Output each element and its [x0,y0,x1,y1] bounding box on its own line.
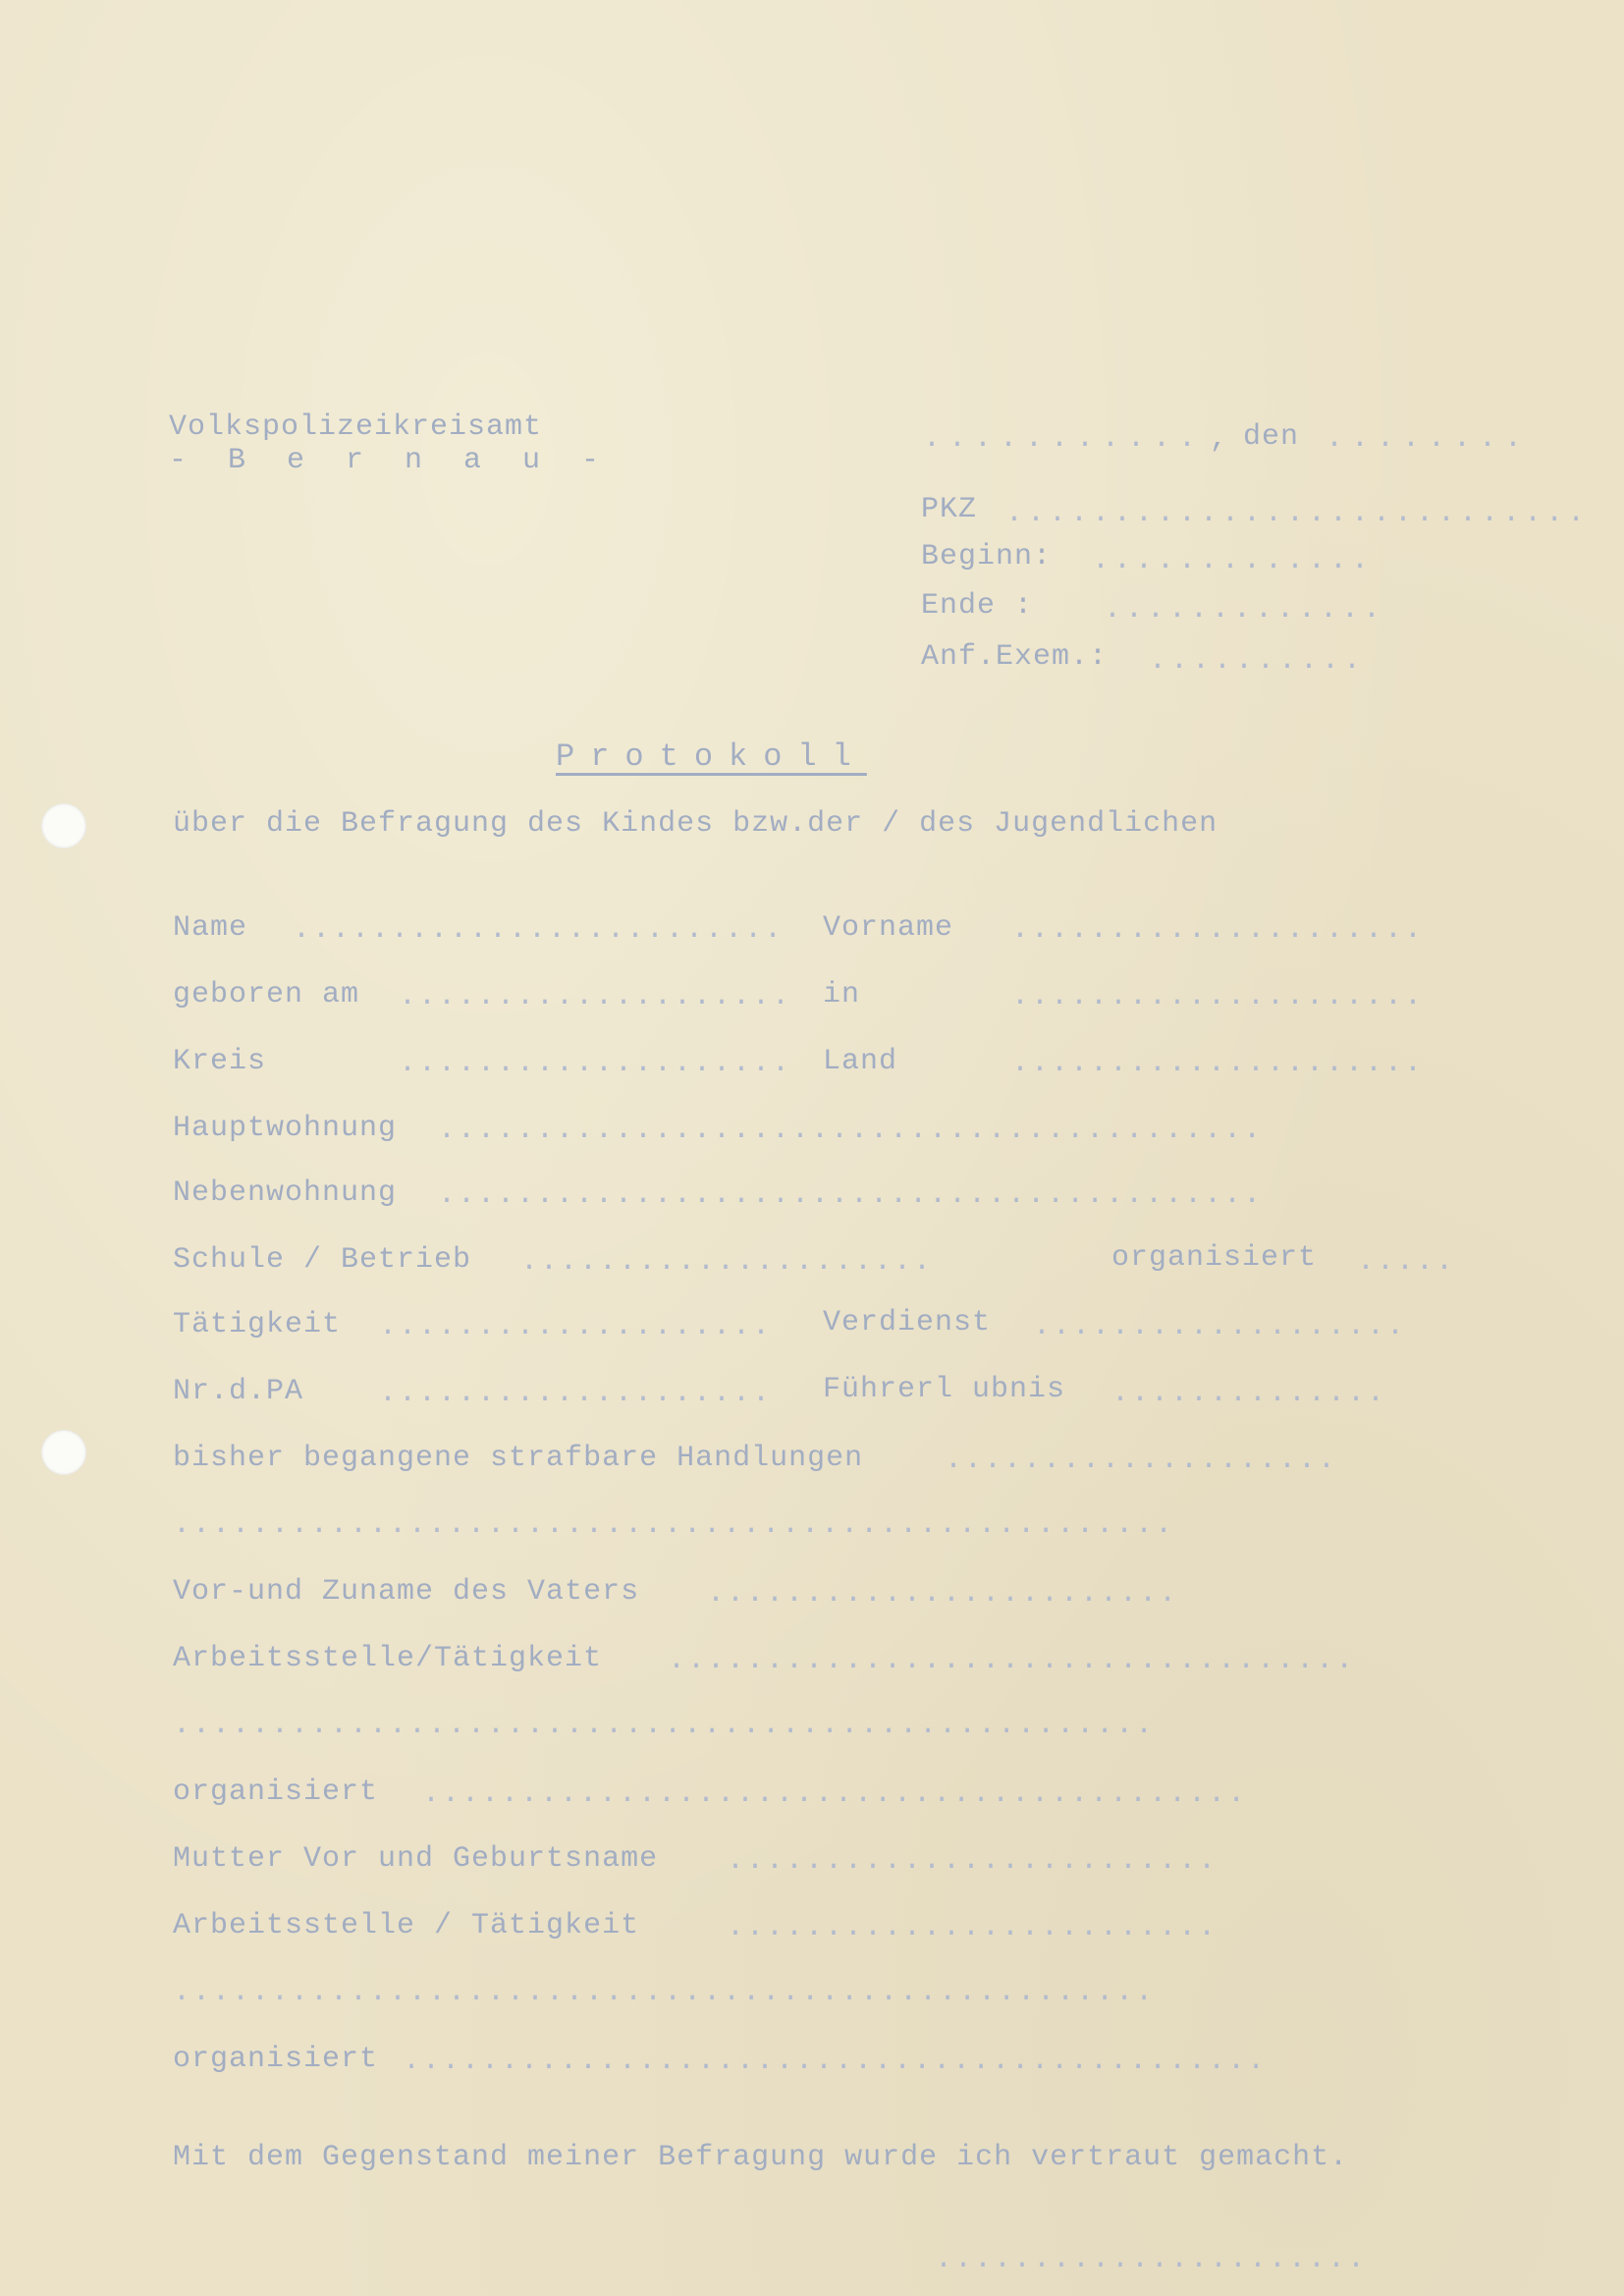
field-verdienst-dots: ................... [1033,1310,1407,1343]
field-arbeitsstelle-mutter-dots: ......................... [727,1911,1218,1944]
date-label: den [1243,420,1300,454]
field-nebenwohnung-label: Nebenwohnung [173,1176,398,1210]
field-vorname-dots: ..................... [1011,913,1425,947]
closing-statement: Mit dem Gegenstand meiner Befragung wurde ich vertraut gemacht. [173,2141,1349,2174]
field-schule-organisiert-dots: ..... [1357,1245,1456,1279]
document-subtitle: über die Befragung des Kindes bzw.der / des Jugendlichen [173,807,1218,841]
ende-dots: ............. [1104,593,1385,627]
field-organisiert-vater-label: organisiert [173,1776,379,1809]
field-name-label: Name [173,911,248,945]
field-vater-label: Vor-und Zuname des Vaters [173,1575,640,1609]
field-organisiert-vater-dots: .......................................... [422,1777,1248,1811]
date-place-dots: ........... [923,422,1205,456]
punch-hole-bottom [41,1430,86,1475]
field-arbeitsstelle-vater-dots: ................................... [668,1644,1356,1677]
field-hauptwohnung-label: Hauptwohnung [173,1112,398,1145]
punch-hole-top [41,803,86,848]
date-dots: ........ [1326,422,1531,456]
date-separator: , [1210,422,1229,456]
beginn-label: Beginn: [921,540,1053,574]
field-organisiert-mutter-dots: ............................................ [403,2045,1268,2078]
field-arbeitsstelle-mutter-dots-line-2: .................................................. [173,1976,1156,2009]
field-kreis-label: Kreis [173,1045,267,1078]
letterhead-line-1: Volkspolizeikreisamt [169,410,543,444]
field-kreis-dots: .................... [399,1047,792,1080]
field-name-dots: ......................... [293,913,785,947]
field-nrpa-dots: .................... [379,1377,773,1410]
field-arbeitsstelle-mutter-label: Arbeitsstelle / Tätigkeit [173,1909,640,1942]
beginn-dots: ............. [1092,544,1374,577]
field-fuehrerlaubnis-label: Führerl ubnis [823,1373,1066,1406]
field-taetigkeit-label: Tätigkeit [173,1308,342,1341]
field-geboren-dots: .................... [399,980,792,1013]
field-geboren-label: geboren am [173,978,360,1011]
field-fuehrerlaubnis-dots: .............. [1111,1377,1387,1410]
field-in-dots: ..................... [1011,980,1425,1013]
field-straftaten-label: bisher begangene strafbare Handlungen [173,1442,864,1475]
field-schule-label: Schule / Betrieb [173,1243,472,1277]
field-nebenwohnung-dots: .......................................... [438,1178,1264,1212]
ende-label: Ende : [921,589,1034,623]
field-arbeitsstelle-vater-label: Arbeitsstelle/Tätigkeit [173,1642,603,1675]
field-straftaten-dots-line-2: ................................................... [173,1508,1175,1542]
field-organisiert-mutter-label: organisiert [173,2043,379,2076]
field-vater-dots: ........................ [707,1577,1179,1611]
exemplar-label: Anf.Exem.: [921,640,1109,674]
field-taetigkeit-dots: .................... [379,1310,773,1343]
field-schule-dots: ..................... [520,1245,934,1279]
field-schule-organisiert-label: organisiert [1111,1241,1318,1275]
field-land-label: Land [823,1045,898,1078]
exemplar-dots: .......... [1149,644,1366,678]
field-mutter-label: Mutter Vor und Geburtsname [173,1842,659,1876]
pkz-label: PKZ [921,493,978,526]
field-vorname-label: Vorname [823,911,954,945]
pkz-dots: ........................... [1005,497,1590,530]
field-mutter-dots: ......................... [727,1844,1218,1878]
document-title: Protokoll [556,738,867,775]
field-verdienst-label: Verdienst [823,1306,992,1339]
letterhead-line-2: - B e r n a u - [169,444,612,477]
field-hauptwohnung-dots: .......................................... [438,1114,1264,1147]
field-arbeitsstelle-vater-dots-line-2: .................................................. [173,1709,1156,1742]
signature-dots: ...................... [935,2243,1368,2276]
field-nrpa-label: Nr.d.PA [173,1375,304,1408]
field-in-label: in [823,978,861,1011]
field-straftaten-dots: .................... [945,1444,1338,1477]
field-land-dots: ..................... [1011,1047,1425,1080]
